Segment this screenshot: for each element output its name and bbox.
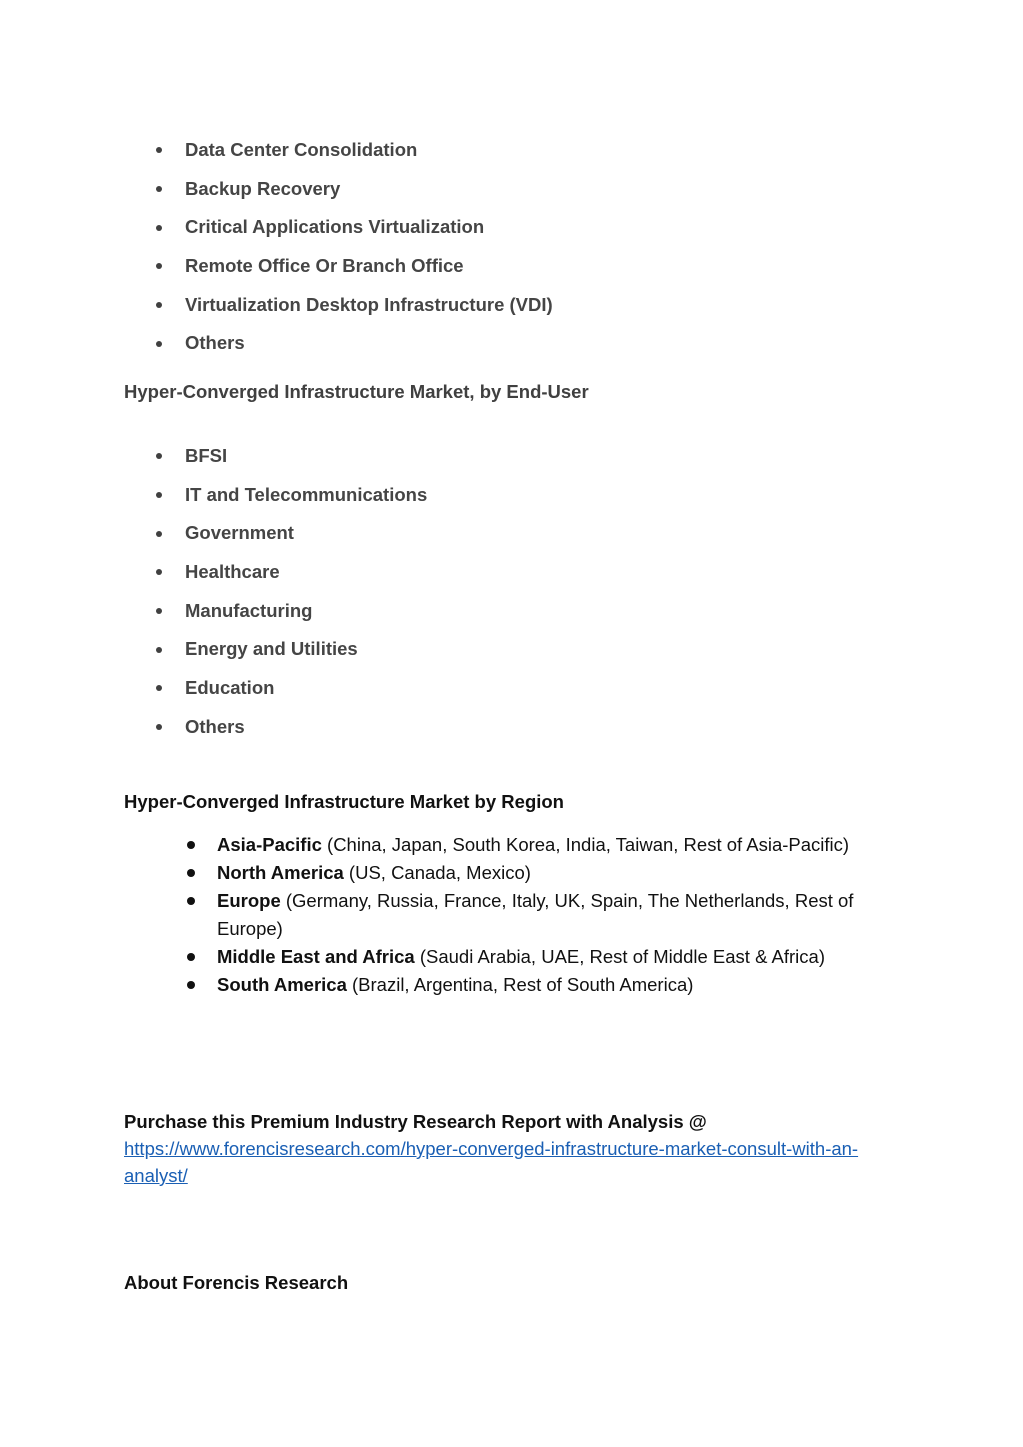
region-list <box>0 831 1023 999</box>
bullet-icon <box>156 492 162 498</box>
bullet-icon <box>156 569 162 575</box>
list-item <box>0 514 900 553</box>
region-name: North America <box>217 862 344 883</box>
end-user-heading: Hyper-Converged Infrastructure Market, by End-User <box>124 381 589 402</box>
list-item-label: Energy and Utilities <box>185 638 358 660</box>
list-item-label: Education <box>185 677 275 699</box>
list-item-label: Healthcare <box>185 561 280 583</box>
bullet-icon <box>156 341 162 347</box>
list-item <box>0 476 900 515</box>
region-name: Middle East and Africa <box>217 946 415 967</box>
region-heading: Hyper-Converged Infrastructure Market by Region <box>124 791 564 812</box>
bullet-icon <box>156 647 162 653</box>
list-item-label: Backup Recovery <box>185 177 341 199</box>
list-item <box>0 708 900 747</box>
bullet-icon <box>156 724 162 730</box>
list-item <box>0 592 900 631</box>
bullet-icon <box>156 453 162 459</box>
bullet-icon <box>187 841 195 849</box>
list-item-label: BFSI <box>185 445 228 466</box>
list-item-label: Critical Applications Virtualization <box>185 216 485 238</box>
purchase-block <box>124 1108 904 1189</box>
list-item <box>0 324 900 363</box>
about-heading: About Forencis Research <box>124 1272 349 1293</box>
list-item <box>0 437 900 476</box>
region-detail: (US, Canada, Mexico) <box>343 862 531 883</box>
region-detail: (Saudi Arabia, UAE, Rest of Middle East & Africa) <box>414 946 825 967</box>
list-item-label: Others <box>185 715 245 737</box>
list-item <box>0 131 900 170</box>
region-name: Asia-Pacific <box>217 834 322 855</box>
region-name: Europe <box>217 890 281 911</box>
list-item <box>0 831 1023 859</box>
list-item <box>0 887 1023 943</box>
list-item <box>0 247 900 286</box>
application-list <box>0 131 900 363</box>
list-item <box>0 286 900 325</box>
region-name: South America <box>217 974 347 995</box>
bullet-icon <box>187 981 195 989</box>
end-user-list <box>0 437 900 747</box>
region-detail: (China, Japan, South Korea, India, Taiwan, Rest of Asia-Pacific) <box>321 834 850 855</box>
bullet-icon <box>156 147 162 153</box>
bullet-icon <box>156 225 162 231</box>
list-item <box>0 971 1023 999</box>
list-item <box>0 630 900 669</box>
report-link[interactable]: https://www.forencisresearch.com/hyper-converged-infrastructure-market-consult-with-an-analyst/ <box>124 1138 859 1186</box>
list-item-label: Virtualization Desktop Infrastructure (VDI) <box>185 293 553 315</box>
purchase-label: Purchase this Premium Industry Research Report with Analysis @ <box>124 1111 707 1132</box>
list-item-label: Data Center Consolidation <box>185 139 418 160</box>
list-item <box>0 669 900 708</box>
bullet-icon <box>156 531 162 537</box>
bullet-icon <box>187 897 195 905</box>
region-detail: (Germany, Russia, France, Italy, UK, Spain, The Netherlands, Rest of Europe) <box>217 890 854 939</box>
bullet-icon <box>156 186 162 192</box>
bullet-icon <box>156 685 162 691</box>
list-item <box>0 208 900 247</box>
list-item <box>0 859 1023 887</box>
bullet-icon <box>187 869 195 877</box>
list-item-label: Remote Office Or Branch Office <box>185 255 464 277</box>
list-item-label: IT and Telecommunications <box>185 483 428 505</box>
bullet-icon <box>156 608 162 614</box>
bullet-icon <box>187 953 195 961</box>
bullet-icon <box>156 263 162 269</box>
list-item-label: Government <box>185 522 294 544</box>
list-item <box>0 170 900 209</box>
list-item <box>0 553 900 592</box>
list-item <box>0 943 1023 971</box>
region-detail: (Brazil, Argentina, Rest of South America) <box>346 974 694 995</box>
list-item-label: Others <box>185 332 245 354</box>
bullet-icon <box>156 302 162 308</box>
list-item-label: Manufacturing <box>185 599 313 621</box>
